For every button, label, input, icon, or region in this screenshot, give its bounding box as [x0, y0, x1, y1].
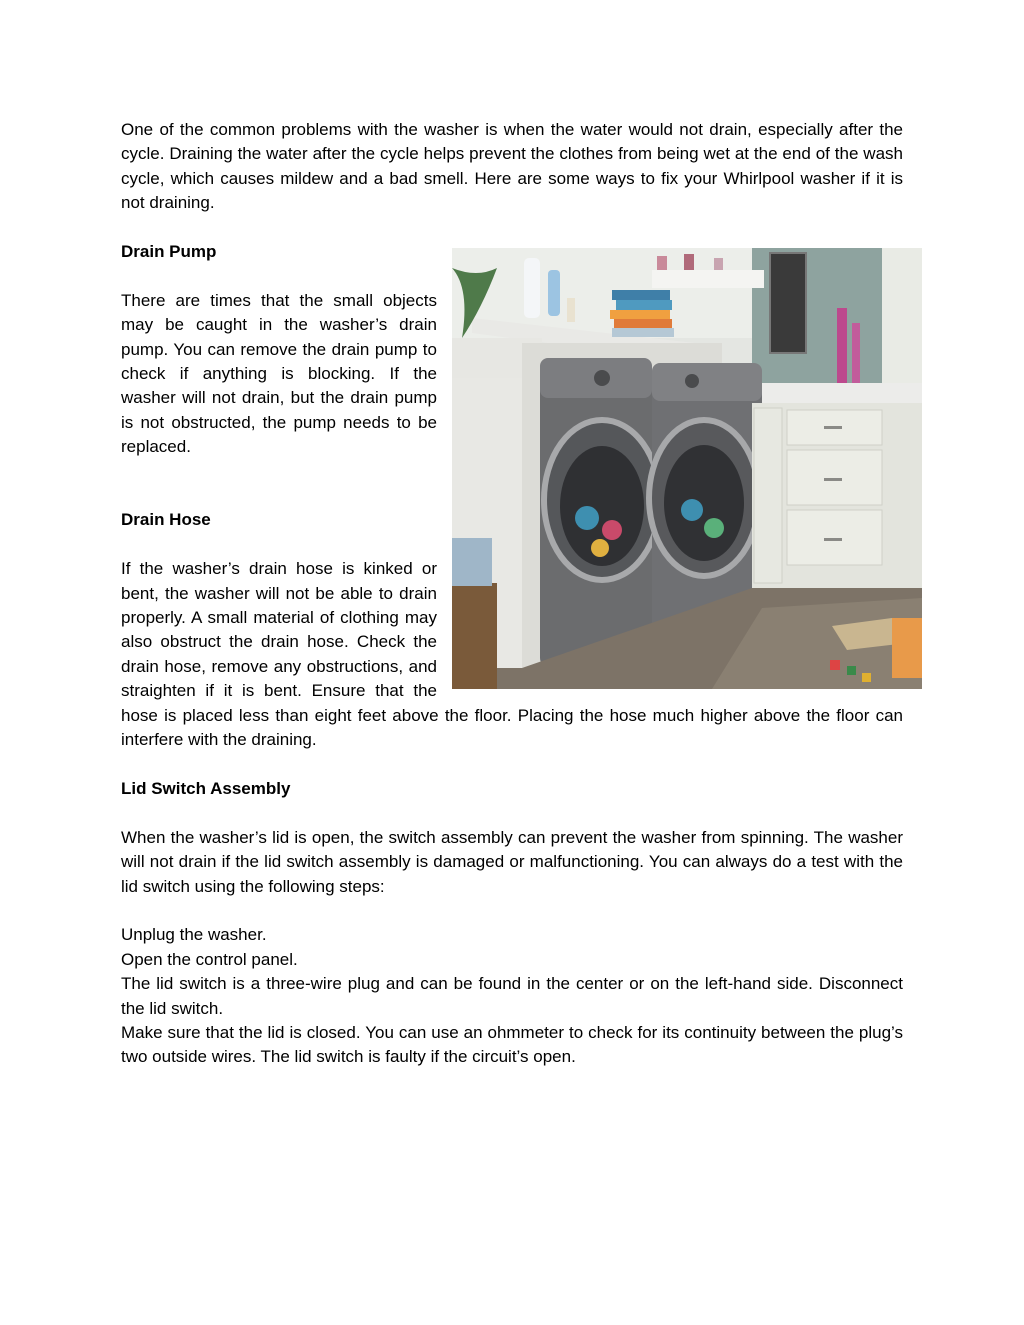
section-heading-drain-hose: Drain Hose: [121, 510, 211, 530]
document-page: [121, 118, 903, 1070]
steps-list: [121, 923, 903, 1069]
list-item: Make sure that the lid is closed. You can use an ohmmeter to check for its continuity between the plug’s two outside wires. The lid switch is faulty if the circuit’s open.: [121, 1022, 903, 1067]
intro-paragraph: One of the common problems with the washer is when the water would not drain, especially after the cycle. Draining the water after the cycle helps prevent the clothes from being wet at the end of the wash cycle, which causes mildew and a bad smell. Here are some ways to fix your Whirlpool washer if it is not draining.: [121, 120, 903, 213]
laundry-room-photo: [452, 248, 922, 689]
section-heading-drain-pump: Drain Pump: [121, 242, 217, 262]
section-body-drain-hose: If the washer’s drain hose is kinked or bent, the washer will not be able to drain properly. A small material of clothing may also obstruct the drain hose. Check the drain hose, remove any obstructions, and straighten if it is bent. Ensure that the hose is placed less than eight feet above the floor. Placing the hose much higher above the floor can interfere with the draining.: [121, 559, 903, 750]
section-body-lid-switch: When the washer’s lid is open, the switch assembly can prevent the washer from spinning. The washer will not drain if the lid switch assembly is damaged or malfunctioning. You can always do a test with the lid switch using the following steps:: [121, 827, 903, 896]
section-body-drain-pump: There are times that the small objects may be caught in the washer’s drain pump. You can remove the drain pump to check if anything is blocking. If the washer will not drain, but the drain pump is not obstructed, the pump needs to be replaced.: [121, 290, 437, 457]
list-item: Unplug the washer.: [121, 925, 267, 945]
list-item: The lid switch is a three-wire plug and can be found in the center or on the left-hand side. Disconnect the lid switch.: [121, 974, 903, 1018]
section-heading-lid-switch: Lid Switch Assembly: [121, 778, 291, 798]
list-item: Open the control panel.: [121, 949, 298, 969]
